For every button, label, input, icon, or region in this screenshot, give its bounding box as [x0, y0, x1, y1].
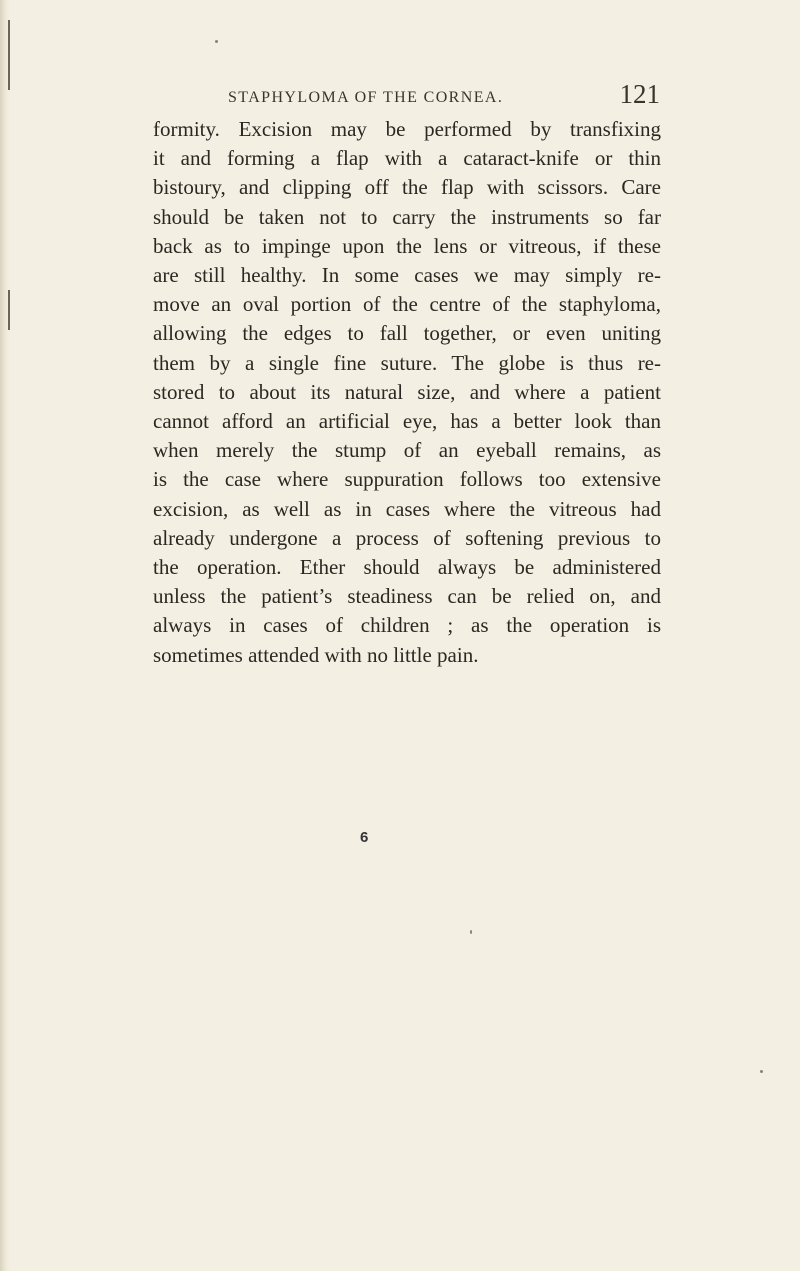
text-line: should be taken not to carry the instruments so far	[153, 204, 661, 229]
text-line: is the case where suppuration follows too extensive	[153, 467, 661, 492]
page-edge	[0, 0, 10, 1271]
text-line: the operation. Ether should always be administered	[153, 555, 661, 580]
text-line: always in cases of children ; as the operation is	[153, 613, 661, 638]
paper-speck	[215, 40, 218, 43]
paper-speck	[470, 930, 472, 934]
text-line: them by a single fine suture. The globe is thus re-	[153, 350, 661, 375]
text-line: when merely the stump of an eyeball remains, as	[153, 438, 661, 463]
text-line: it and forming a flap with a cataract-knife or thin	[153, 146, 661, 171]
page-edge-mark	[8, 20, 10, 90]
running-head: STAPHYLOMA OF THE CORNEA.	[228, 89, 504, 106]
page-number: 121	[619, 79, 660, 109]
page-header	[228, 75, 660, 111]
text-line: allowing the edges to fall together, or even uniting	[153, 321, 661, 346]
text-line: excision, as well as in cases where the vitreous had	[153, 496, 661, 521]
text-line: already undergone a process of softening previous to	[153, 525, 661, 550]
text-line: formity. Excision may be performed by transfixing	[153, 117, 661, 141]
page-edge-mark	[8, 290, 10, 330]
text-line: stored to about its natural size, and where a patient	[153, 379, 661, 404]
text-line: move an oval portion of the centre of the staphyloma,	[153, 292, 661, 317]
text-line: cannot afford an artificial eye, has a better look than	[153, 409, 661, 434]
signature-mark: 6	[360, 829, 369, 846]
text-line: sometimes attended with no little pain.	[153, 642, 479, 667]
paper-speck	[760, 1070, 763, 1073]
text-line: unless the patient’s steadiness can be relied on, and	[153, 584, 661, 609]
text-line: are still healthy. In some cases we may simply re-	[153, 263, 661, 288]
text-line: bistoury, and clipping off the flap with scissors. Care	[153, 175, 661, 200]
body-text	[153, 115, 661, 670]
text-line: back as to impinge upon the lens or vitreous, if these	[153, 233, 661, 258]
